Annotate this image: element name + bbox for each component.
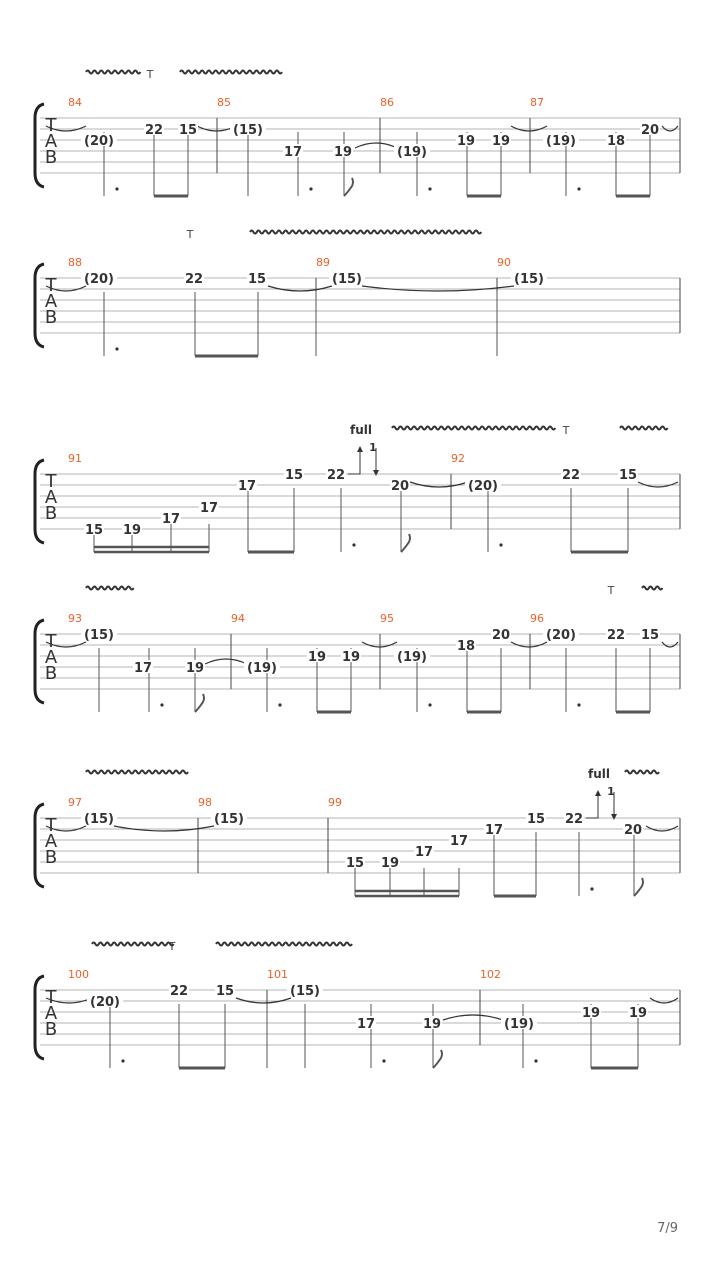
tab-clef-letter: A xyxy=(44,1003,58,1024)
tab-system xyxy=(35,940,680,1068)
fret-number: (20) xyxy=(468,479,498,494)
fret-number: 17 xyxy=(199,501,219,516)
dot xyxy=(115,347,118,350)
vibrato-line xyxy=(86,771,188,774)
fret-number: 22 xyxy=(144,123,164,138)
fret-number: 17 xyxy=(133,661,153,676)
bend-fraction: 1 xyxy=(607,785,615,798)
fret-number: 17 xyxy=(356,1017,376,1032)
fret-number: 15 xyxy=(345,856,365,871)
fret-number: (15) xyxy=(233,123,263,138)
fret-number: 18 xyxy=(456,639,476,654)
dot xyxy=(352,543,355,546)
measure-number: 85 xyxy=(217,96,231,109)
fret-number: (19) xyxy=(247,661,277,676)
measure-number: 98 xyxy=(198,796,212,809)
fret-number: 19 xyxy=(456,134,476,149)
vibrato-line xyxy=(625,771,659,774)
tap-marker: T xyxy=(186,228,194,241)
measure-number: 94 xyxy=(231,612,245,625)
system-bracket xyxy=(35,804,44,887)
fret-number: 22 xyxy=(326,468,346,483)
fret-number: 22 xyxy=(606,628,626,643)
system-bracket xyxy=(35,264,44,347)
tab-clef-letter: B xyxy=(44,307,58,328)
vibrato-line xyxy=(86,587,134,590)
measure-number: 89 xyxy=(316,256,330,269)
system-bracket xyxy=(35,976,44,1059)
fret-number: 19 xyxy=(491,134,511,149)
fret-number: (15) xyxy=(84,812,114,827)
tap-marker: T xyxy=(607,584,615,597)
vibrato-line xyxy=(86,71,140,74)
dot xyxy=(428,187,431,190)
tab-clef-letter: A xyxy=(44,131,58,152)
fret-number: 20 xyxy=(640,123,660,138)
tie-arc xyxy=(443,1015,503,1020)
bend-label: full xyxy=(350,423,372,437)
fret-number: (15) xyxy=(84,628,114,643)
fret-number: 15 xyxy=(247,272,267,287)
fret-number: (20) xyxy=(546,628,576,643)
tab-system xyxy=(35,68,680,196)
fret-number: 19 xyxy=(581,1006,601,1021)
fret-number: 19 xyxy=(380,856,400,871)
fret-number: 22 xyxy=(561,468,581,483)
fret-number: (15) xyxy=(514,272,544,287)
fret-number: 15 xyxy=(178,123,198,138)
tie-arc xyxy=(355,143,397,148)
tab-clef-letter: T xyxy=(45,987,57,1008)
fret-number: 19 xyxy=(422,1017,442,1032)
bend-arrowhead xyxy=(357,446,363,452)
fret-number: 18 xyxy=(606,134,626,149)
fret-number: (15) xyxy=(214,812,244,827)
tab-system xyxy=(35,228,680,356)
vibrato-line xyxy=(92,943,174,946)
fret-number: 22 xyxy=(169,984,189,999)
measure-number: 97 xyxy=(68,796,82,809)
note-flag xyxy=(344,178,353,196)
vibrato-line xyxy=(216,943,352,946)
measure-number: 90 xyxy=(497,256,511,269)
note-flag xyxy=(433,1050,442,1068)
dot xyxy=(590,887,593,890)
measure-number: 86 xyxy=(380,96,394,109)
vibrato-line xyxy=(620,427,668,430)
note-flag xyxy=(634,878,643,896)
tab-clef-letter: B xyxy=(44,847,58,868)
dot xyxy=(115,187,118,190)
measure-number: 96 xyxy=(530,612,544,625)
fret-number: 17 xyxy=(283,145,303,160)
fret-number: 15 xyxy=(640,628,660,643)
dot xyxy=(534,1059,537,1062)
system-bracket xyxy=(35,620,44,703)
fret-number: (19) xyxy=(504,1017,534,1032)
fret-number: (15) xyxy=(332,272,362,287)
tab-clef-letter: A xyxy=(44,487,58,508)
tab-clef-letter: T xyxy=(45,471,57,492)
measure-number: 102 xyxy=(480,968,501,981)
tab-clef-letter: T xyxy=(45,275,57,296)
fret-number: (20) xyxy=(84,134,114,149)
fret-number: 19 xyxy=(307,650,327,665)
tap-marker: T xyxy=(168,940,176,953)
measure-number: 93 xyxy=(68,612,82,625)
fret-number: 20 xyxy=(623,823,643,838)
fret-number: 20 xyxy=(491,628,511,643)
measure-number: 87 xyxy=(530,96,544,109)
tab-clef-letter: T xyxy=(45,115,57,136)
fret-number: (20) xyxy=(84,272,114,287)
bend-fraction: 1 xyxy=(369,441,377,454)
measure-number: 91 xyxy=(68,452,82,465)
tap-marker: T xyxy=(562,424,570,437)
tab-clef-letter: B xyxy=(44,1019,58,1040)
dot xyxy=(499,543,502,546)
fret-number: 19 xyxy=(333,145,353,160)
measure-number: 101 xyxy=(267,968,288,981)
tab-clef-letter: B xyxy=(44,663,58,684)
tab-clef-letter: T xyxy=(45,631,57,652)
measure-number: 95 xyxy=(380,612,394,625)
tab-clef-letter: T xyxy=(45,815,57,836)
tab-system xyxy=(35,767,680,896)
dot xyxy=(428,703,431,706)
fret-number: 17 xyxy=(449,834,469,849)
fret-number: 15 xyxy=(84,523,104,538)
bend-arrowhead xyxy=(595,790,601,796)
vibrato-line xyxy=(392,427,555,430)
tab-system xyxy=(35,423,680,552)
vibrato-line xyxy=(250,231,481,234)
bend-arrowhead xyxy=(611,814,617,820)
fret-number: 19 xyxy=(185,661,205,676)
tab-clef-letter: A xyxy=(44,831,58,852)
measure-number: 88 xyxy=(68,256,82,269)
fret-number: (19) xyxy=(546,134,576,149)
fret-number: 22 xyxy=(564,812,584,827)
vibrato-line xyxy=(180,71,282,74)
fret-number: 19 xyxy=(341,650,361,665)
fret-number: 19 xyxy=(628,1006,648,1021)
fret-number: 17 xyxy=(161,512,181,527)
tab-clef-letter: B xyxy=(44,147,58,168)
tab-clef-letter: A xyxy=(44,291,58,312)
note-flag xyxy=(401,534,410,552)
tab-clef-letter: A xyxy=(44,647,58,668)
bend-label: full xyxy=(588,767,610,781)
fret-number: 15 xyxy=(284,468,304,483)
fret-number: 15 xyxy=(526,812,546,827)
fret-number: 15 xyxy=(618,468,638,483)
dot xyxy=(577,187,580,190)
fret-number: 15 xyxy=(215,984,235,999)
fret-number: 17 xyxy=(484,823,504,838)
dot xyxy=(160,703,163,706)
fret-number: 22 xyxy=(184,272,204,287)
note-flag xyxy=(195,694,204,712)
dot xyxy=(278,703,281,706)
measure-number: 99 xyxy=(328,796,342,809)
fret-number: (19) xyxy=(397,650,427,665)
measure-number: 92 xyxy=(451,452,465,465)
fret-number: 19 xyxy=(122,523,142,538)
dot xyxy=(577,703,580,706)
measure-number: 84 xyxy=(68,96,82,109)
dot xyxy=(121,1059,124,1062)
measure-number: 100 xyxy=(68,968,89,981)
fret-number: 20 xyxy=(390,479,410,494)
tab-clef-letter: B xyxy=(44,503,58,524)
fret-number: 17 xyxy=(237,479,257,494)
page-number: 7/9 xyxy=(657,1221,678,1236)
fret-number: 17 xyxy=(414,845,434,860)
dot xyxy=(309,187,312,190)
system-bracket xyxy=(35,104,44,187)
system-bracket xyxy=(35,460,44,543)
fret-number: (20) xyxy=(90,995,120,1010)
vibrato-line xyxy=(642,587,662,590)
tie-arc xyxy=(205,659,247,664)
fret-number: (15) xyxy=(290,984,320,999)
tab-system xyxy=(35,584,680,712)
tap-marker: T xyxy=(146,68,154,81)
fret-number: (19) xyxy=(397,145,427,160)
bend-arrowhead xyxy=(373,470,379,476)
dot xyxy=(382,1059,385,1062)
